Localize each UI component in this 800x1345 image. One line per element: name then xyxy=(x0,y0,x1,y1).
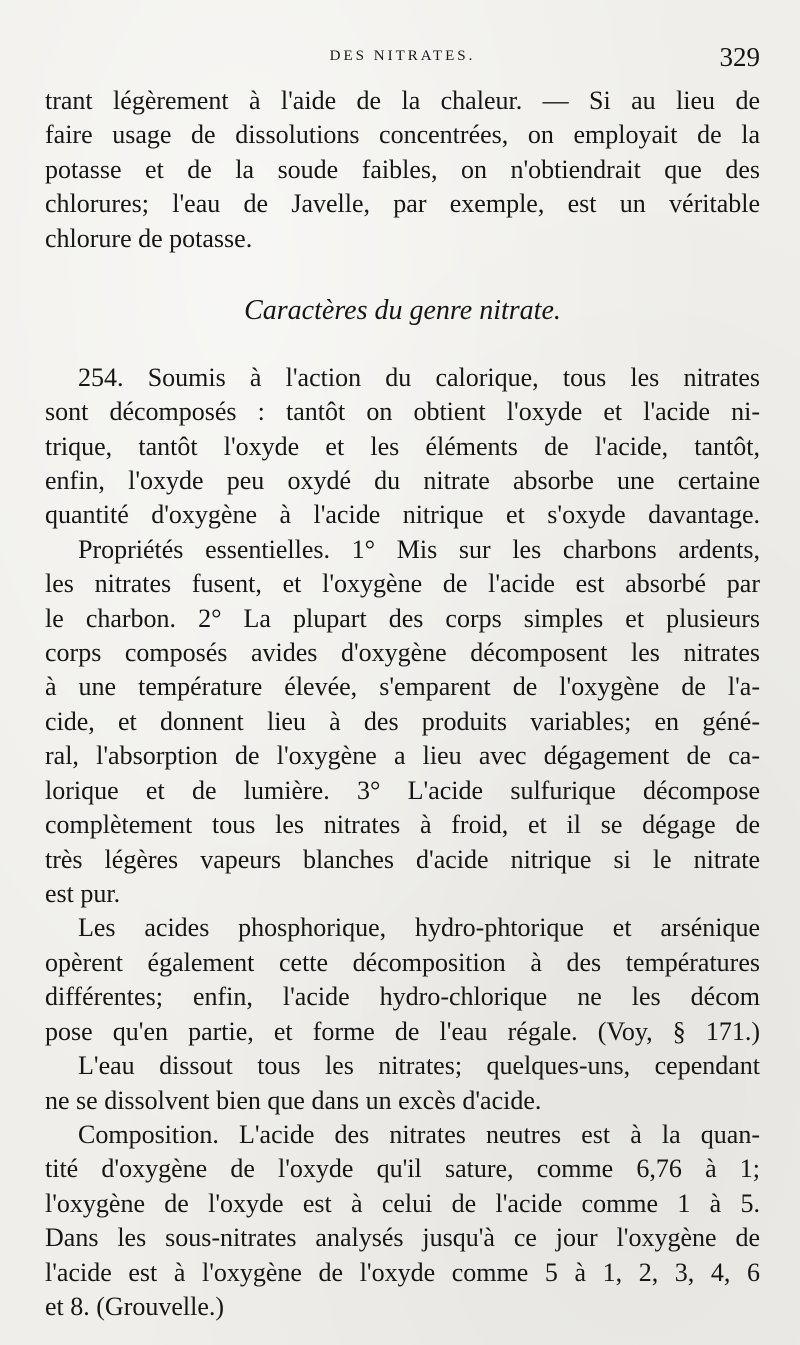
section-heading: Caractères du genre nitrate. xyxy=(244,295,561,326)
text-line: faire usage de dissolutions concentrées, on employait de la xyxy=(45,120,760,149)
text-line: enfin, l'oxyde peu oxydé du nitrate absorbe une certaine xyxy=(45,466,760,495)
text-line: chlorure de potasse. xyxy=(45,224,253,253)
text-line: corps composés avides d'oxygène décomposent les nitrates xyxy=(45,638,760,667)
text-line: complètement tous les nitrates à froid, et il se dégage de xyxy=(45,810,760,839)
text-line: Propriétés essentielles. 1° Mis sur les charbons ardents, xyxy=(78,535,760,564)
text-line: trant légèrement à l'aide de la chaleur. — Si au lieu de xyxy=(45,86,760,115)
text-line: les nitrates fusent, et l'oxygène de l'acide est absorbé par xyxy=(45,569,760,598)
text-line: lorique et de lumière. 3° L'acide sulfurique décompose xyxy=(45,776,760,805)
text-line: tité d'oxygène de l'oxyde qu'il sature, comme 6,76 à 1; xyxy=(45,1154,760,1183)
text-line: cide, et donnent lieu à des produits variables; en géné- xyxy=(45,707,760,736)
text-line: très légères vapeurs blanches d'acide nitrique si le nitrate xyxy=(45,845,760,874)
text-line: différentes; enfin, l'acide hydro-chlorique ne les décom xyxy=(45,982,760,1011)
text-line: ne se dissolvent bien que dans un excès d'acide. xyxy=(45,1086,542,1115)
text-line: L'eau dissout tous les nitrates; quelques-uns, cependant xyxy=(78,1051,760,1080)
page-number: 329 xyxy=(719,42,760,72)
text-line: opèrent également cette décomposition à des températures xyxy=(45,948,760,977)
text-line: l'acide est à l'oxygène de l'oxyde comme 5 à 1, 2, 3, 4, 6 xyxy=(45,1258,760,1287)
text-line: potasse et de la soude faibles, on n'obtiendrait que des xyxy=(45,155,760,184)
text-line: trique, tantôt l'oxyde et les éléments de l'acide, tantôt, xyxy=(45,432,760,461)
text-line: l'oxygène de l'oxyde est à celui de l'acide comme 1 à 5. xyxy=(45,1189,760,1218)
text-line: quantité d'oxygène à l'acide nitrique et s'oxyde davantage. xyxy=(45,500,760,529)
text-line: Composition. L'acide des nitrates neutres est à la quan- xyxy=(78,1120,760,1149)
text-line: Les acides phosphorique, hydro-phtorique et arsénique xyxy=(78,913,760,942)
running-title: DES NITRATES. xyxy=(329,48,476,64)
text-line: pose qu'en partie, et forme de l'eau régale. (Voy, § 171.) xyxy=(45,1017,760,1046)
text-line: le charbon. 2° La plupart des corps simples et plusieurs xyxy=(45,604,760,633)
text-line: et 8. (Grouvelle.) xyxy=(45,1292,225,1321)
text-line: Dans les sous-nitrates analysés jusqu'à ce jour l'oxygène de xyxy=(45,1223,760,1252)
text-line: sont décomposés : tantôt on obtient l'oxyde et l'acide ni- xyxy=(45,397,760,426)
text-line: chlorures; l'eau de Javelle, par exemple, est un véritable xyxy=(45,189,760,218)
text-line: 254. Soumis à l'action du calorique, tous les nitrates xyxy=(78,363,760,392)
text-line: est pur. xyxy=(45,879,121,908)
page-header xyxy=(45,42,760,78)
text-line: ral, l'absorption de l'oxygène a lieu avec dégagement de ca- xyxy=(45,741,760,770)
text-line: à une température élevée, s'emparent de l'oxygène de l'a- xyxy=(45,672,760,701)
